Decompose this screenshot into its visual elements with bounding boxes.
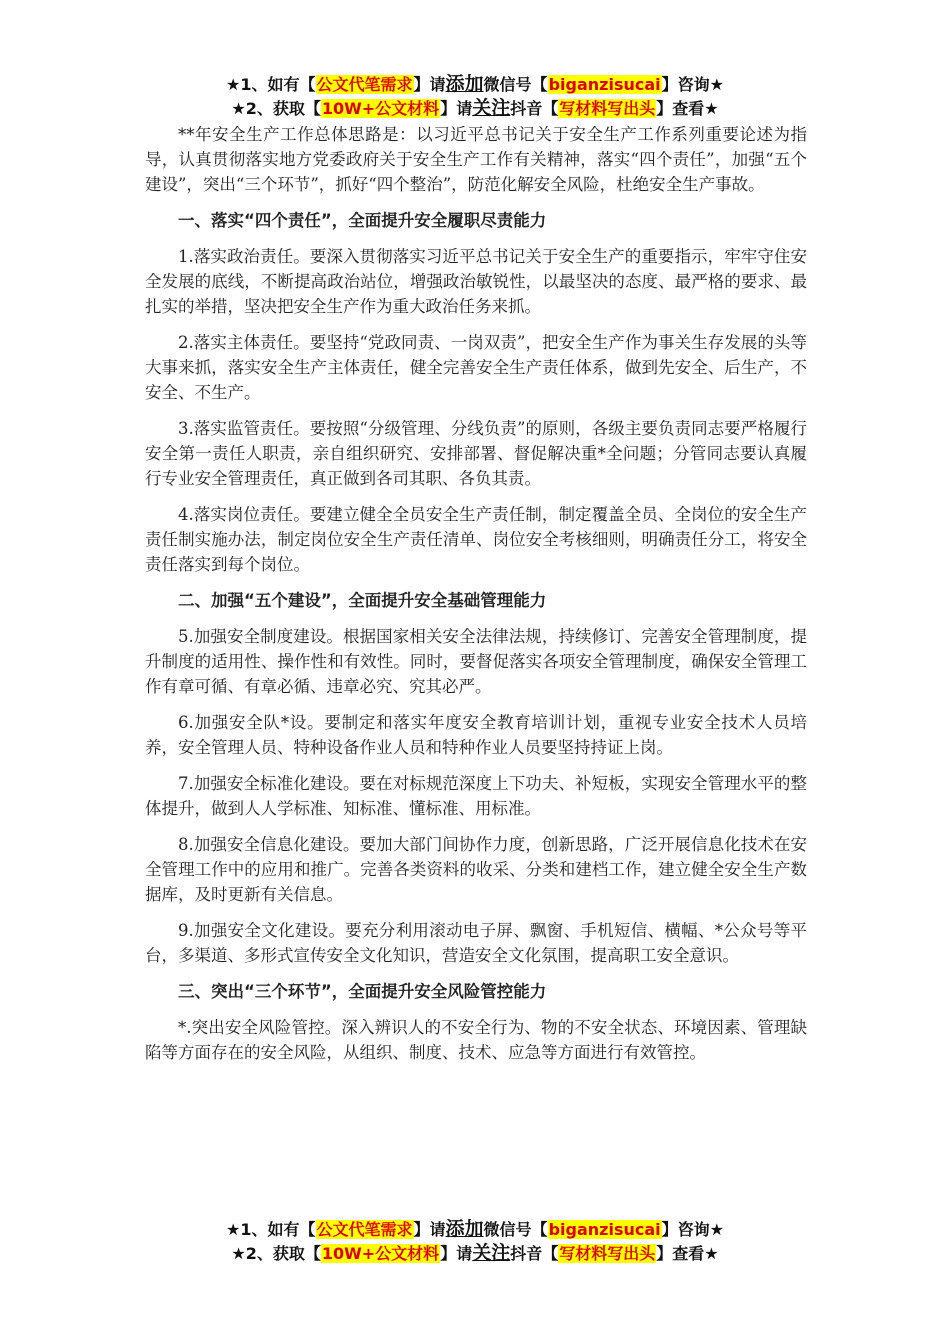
promo-text: ★2、获取【: [231, 1244, 321, 1263]
promo-text: 】咨询★: [661, 1220, 724, 1239]
promo-wechat-id: biganzisucai: [548, 75, 661, 94]
promo-text: 】查看★: [656, 1244, 719, 1263]
paragraph-7: 7.加强安全标准化建设。要在对标规范深度上下功夫、补短板，实现安全管理水平的整体提升，做到人人学标准、知标准、懂标准、用标准。: [145, 774, 807, 818]
intro-paragraph: **年安全生产工作总体思路是：以习近平总书记关于安全生产工作系列重要论述为指导，认真贯彻落实地方党委政府关于安全生产工作有关精神，落实“四个责任”，加强“五个建设”，突出“三个环节”，抓好“四个整治”，防范化解安全风险，杜绝安全生产事故。: [145, 125, 807, 194]
promo-line-1: [0, 1217, 950, 1241]
promo-underline: 添加: [445, 73, 484, 95]
paragraph-8: 8.加强安全信息化建设。要加大部门间协作力度，创新思路，广泛开展信息化技术在安全管理工作中的应用和推广。完善各类资料的收采、分类和建档工作，建立健全安全生产数据库，及时更新有关信息。: [145, 835, 807, 904]
promo-line-2: [0, 1241, 950, 1265]
section-heading-1: 一、落实“四个责任”，全面提升安全履职尽责能力: [178, 211, 547, 230]
paragraph-5: 5.加强安全制度建设。根据国家相关安全法律法规，持续修订、完善安全管理制度，提升制度的适用性、操作性和有效性。同时，要督促落实各项安全管理制度，确保安全管理工作有章可循、有章必循、违章必究、究其必严。: [145, 627, 807, 696]
promo-underline: 添加: [445, 1218, 484, 1240]
top-promo-banner: [0, 72, 950, 120]
bottom-promo-banner: [0, 1217, 950, 1265]
promo-text: 】请: [413, 1220, 446, 1239]
promo-highlight: 公文代笔需求: [316, 75, 413, 94]
paragraph-6: 6.加强安全队*设。要制定和落实年度安全教育培训计划，重视专业安全技术人员培养，安全管理人员、特种设备作业人员和特种作业人员要坚持持证上岗。: [145, 713, 807, 757]
promo-underline: 关注: [472, 97, 511, 119]
promo-text: 】查看★: [656, 99, 719, 118]
promo-text: 微信号【: [483, 75, 548, 94]
promo-line-2: [0, 96, 950, 120]
promo-text: 】请: [440, 1244, 473, 1263]
promo-highlight: 10W+公文材料: [321, 1244, 440, 1263]
section-heading-3: 三、突出“三个环节”，全面提升安全风险管控能力: [178, 982, 547, 1001]
promo-douyin-id: 写材料写出头: [559, 1244, 656, 1263]
promo-text: 抖音【: [510, 99, 559, 118]
paragraph-9: 9.加强安全文化建设。要充分利用滚动电子屏、飘窗、手机短信、横幅、*公众号等平台，多渠道、多形式宣传安全文化知识，营造安全文化氛围，提高职工安全意识。: [145, 921, 807, 965]
paragraph-2: 2.落实主体责任。要坚持“党政同责、一岗双责”，把安全生产作为事关生存发展的头等大事来抓，落实安全生产主体责任，健全完善安全生产责任体系，做到先安全、后生产，不安全、不生产。: [145, 333, 807, 402]
paragraph-3: 3.落实监管责任。要按照“分级管理、分线负责”的原则，各级主要负责同志要严格履行安全第一责任人职责，亲自组织研究、安排部署、督促解决重*全问题；分管同志要认真履行专业安全管理责任，真正做到各司其职、各负其责。: [145, 419, 807, 488]
promo-highlight: 10W+公文材料: [321, 99, 440, 118]
paragraph-10: *.突出安全风险管控。深入辨识人的不安全行为、物的不安全状态、环境因素、管理缺陷等方面存在的安全风险，从组织、制度、技术、应急等方面进行有效管控。: [145, 1018, 807, 1062]
document-body: [145, 122, 807, 1065]
promo-highlight: 公文代笔需求: [316, 1220, 413, 1239]
promo-douyin-id: 写材料写出头: [559, 99, 656, 118]
promo-text: ★1、如有【: [226, 75, 316, 94]
promo-wechat-id: biganzisucai: [548, 1220, 661, 1239]
promo-text: 】请: [413, 75, 446, 94]
section-heading-2: 二、加强“五个建设”，全面提升安全基础管理能力: [178, 591, 547, 610]
promo-line-1: [0, 72, 950, 96]
paragraph-1: 1.落实政治责任。要深入贯彻落实习近平总书记关于安全生产的重要指示，牢牢守住安全发展的底线，不断提高政治站位，增强政治敏锐性，以最坚决的态度、最严格的要求、最扎实的举措，坚决把安全生产作为重大政治任务来抓。: [145, 247, 807, 316]
promo-text: ★1、如有【: [226, 1220, 316, 1239]
promo-text: ★2、获取【: [231, 99, 321, 118]
promo-text: 抖音【: [510, 1244, 559, 1263]
promo-text: 】请: [440, 99, 473, 118]
promo-text: 】咨询★: [661, 75, 724, 94]
promo-underline: 关注: [472, 1242, 511, 1264]
promo-text: 微信号【: [483, 1220, 548, 1239]
paragraph-4: 4.落实岗位责任。要建立健全全员安全生产责任制，制定覆盖全员、全岗位的安全生产责任制实施办法，制定岗位安全生产责任清单、岗位安全考核细则，明确责任分工，将安全责任落实到每个岗位。: [145, 505, 807, 574]
